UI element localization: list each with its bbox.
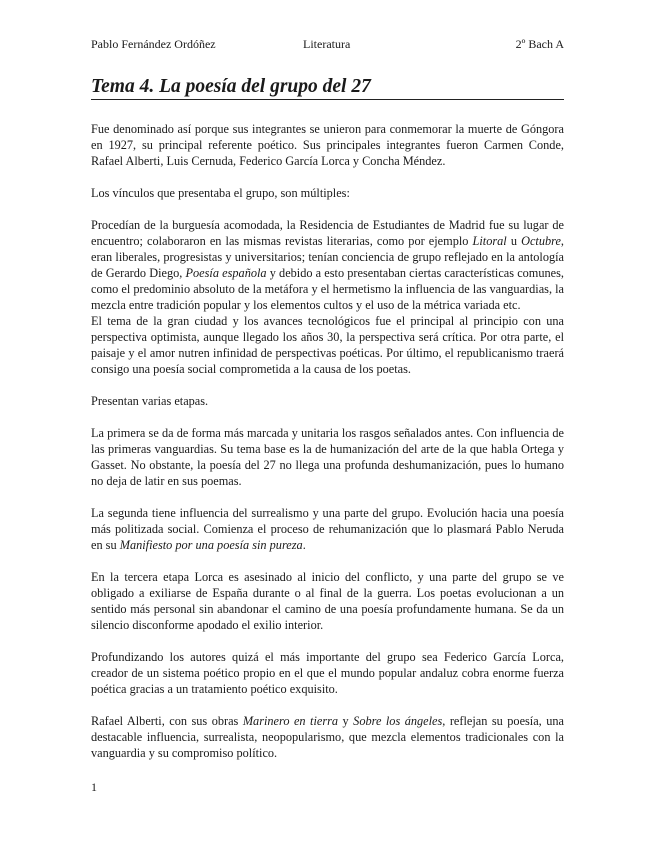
paragraph-alberti [91, 713, 564, 761]
page-header [91, 37, 564, 53]
work-title: Manifiesto por una poesía sin pureza [119, 538, 303, 552]
text-run: , reflejan su poesía, una destacable influencia, surrealista, neopopularismo, que mezcla elementos tradicionales con la vanguardia y su compromiso político. [91, 714, 564, 760]
text-run: y [338, 714, 354, 728]
work-title: Marinero en tierra [242, 714, 339, 728]
anthology-title: Poesía española [185, 266, 267, 280]
text-run: , eran liberales, progresistas y universitarios; tenían conciencia de grupo reflejado en la antología de Gerardo Diego, [91, 234, 564, 280]
header-course: 2º Bach A [515, 37, 564, 51]
header-subject: Literatura [303, 37, 351, 51]
paragraph-temas: El tema de la gran ciudad y los avances tecnológicos fue el principal al principio con una perspectiva optimista, aunque llegado los años 30, la perspectiva será crítica. Por otra parte, el paisaje y el amor nutren infinidad de perspectivas poéticas. Por último, el republicanismo traerá consigo una poesía social comprometida a la causa de los poetas. [91, 314, 564, 376]
text-run: . [302, 538, 306, 552]
paragraph-etapas: Presentan varias etapas. [91, 394, 209, 408]
paragraph-procedencia [91, 217, 564, 313]
text-run: y debido a esto presentaban ciertas características comunes, como el predominio absoluto de la metáfora y el hermetismo la influencia de las vanguardias, la mezcla entre tradición popular y los elementos cultos y el uso de la métrica variada etc. [91, 266, 564, 312]
text-run: Rafael Alberti, con sus obras [91, 714, 243, 728]
text-run: Procedían de la burguesía acomodada, la Residencia de Estudiantes de Madrid fue su lugar de encuentro; colaboraron en las mismas revistas literarias, como por ejemplo [91, 218, 564, 248]
paragraph-tercera-etapa: En la tercera etapa Lorca es asesinado al inicio del conflicto, y una parte del grupo se ve obligado a exiliarse de España durante o al final de la guerra. Los poetas evolucionan a un sentido más personal sin abandonar el camino de una poesía profundamente humana. Se da un silencio disconforme apodado el exilio interior. [91, 570, 564, 632]
document-body [91, 121, 564, 777]
paragraph-lorca: Profundizando los autores quizá el más importante del grupo sea Federico García Lorca, creador de un sistema poético propio en el que el mundo popular andaluz cobra enorme fuerza poética gracias a un tratamiento poético exquisito. [91, 650, 564, 696]
header-author: Pablo Fernández Ordóñez [91, 37, 216, 51]
work-title: Sobre los ángeles [353, 714, 443, 728]
paragraph-intro: Fue denominado así porque sus integrantes se unieron para conmemorar la muerte de Góngora en 1927, su principal referente poético. Sus principales integrantes fueron Carmen Conde, Rafael Alberti, Luis Cernuda, Federico García Lorca y Concha Méndez. [91, 122, 564, 168]
text-run: u [506, 234, 522, 248]
magazine-title: Litoral [472, 234, 507, 248]
text-run: La segunda tiene influencia del surrealismo y una parte del grupo. Evolución hacia una poesía más politizada social. Comienza el proceso de rehumanización que lo plasmará Pablo Neruda en su [91, 506, 564, 552]
paragraph-vinculos: Los vínculos que presentaba el grupo, son múltiples: [91, 186, 350, 200]
page-title: Tema 4. La poesía del grupo del 27 [91, 76, 564, 100]
paragraph-segunda-etapa [91, 505, 564, 553]
page-number: 1 [91, 780, 97, 794]
paragraph-primera-etapa: La primera se da de forma más marcada y unitaria los rasgos señalados antes. Con influencia de las primeras vanguardias. Su tema base es la de humanización del arte de la que habla Ortega y Gasset. No obstante, la poesía del 27 no llega una profunda deshumanización, pues lo humano no deja de latir en sus poemas. [91, 426, 564, 488]
magazine-title: Octubre [521, 234, 561, 248]
